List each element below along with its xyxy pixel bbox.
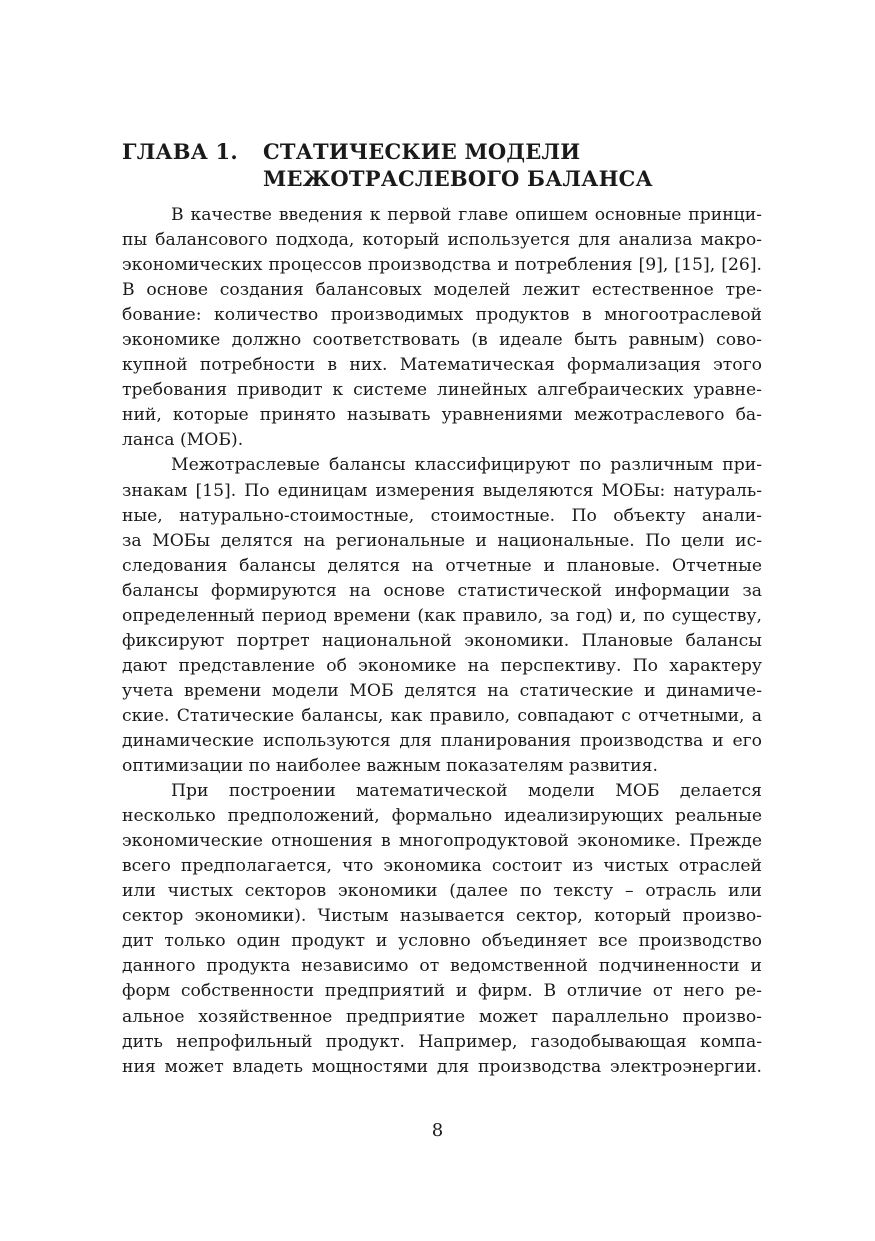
text-line: учета времени модели МОБ делятся на статические и динамиче- bbox=[122, 680, 762, 701]
text-line: оптимизации по наиболее важным показателям развития. bbox=[122, 756, 658, 777]
text-line: ний, которые принято называть уравнениями межотраслевого ба- bbox=[122, 405, 762, 426]
text-line: за МОБы делятся на региональные и национальные. По цели ис- bbox=[122, 530, 762, 551]
text-line: ские. Статические балансы, как правило, совпадают с отчетными, а bbox=[122, 705, 762, 726]
text-line: альное хозяйственное предприятие может параллельно произво- bbox=[122, 1006, 762, 1027]
text-line: При построении математической модели МОБ делается bbox=[171, 781, 762, 802]
paragraph-2 bbox=[122, 453, 762, 779]
text-line: форм собственности предприятий и фирм. В отличие от него ре- bbox=[122, 981, 762, 1002]
text-line: или чистых секторов экономики (далее по тексту – отрасль или bbox=[122, 881, 762, 902]
text-line: ланса (МОБ). bbox=[122, 430, 244, 451]
text-line: фиксируют портрет национальной экономики. Плановые балансы bbox=[122, 630, 762, 651]
text-line: пы балансового подхода, который используется для анализа макро- bbox=[122, 230, 762, 251]
chapter-title-line: МЕЖОТРАСЛЕВОГО БАЛАНСА bbox=[263, 166, 653, 191]
chapter-title bbox=[263, 138, 762, 192]
paragraph-1 bbox=[122, 203, 762, 453]
text-line: несколько предположений, формально идеализирующих реальные bbox=[122, 806, 762, 827]
text-line: дить непрофильный продукт. Например, газодобывающая компа- bbox=[122, 1031, 762, 1052]
body-text bbox=[122, 203, 762, 1080]
text-line: знакам [15]. По единицам измерения выделяются МОБы: натураль- bbox=[122, 480, 762, 501]
text-line: ния может владеть мощностями для производства электроэнергии. bbox=[122, 1056, 762, 1077]
text-line: экономические отношения в многопродуктовой экономике. Прежде bbox=[122, 831, 762, 852]
text-line: дит только один продукт и условно объединяет все производство bbox=[122, 931, 762, 952]
text-line: Межотраслевые балансы классифицируют по различным при- bbox=[171, 455, 762, 476]
text-line: следования балансы делятся на отчетные и плановые. Отчетные bbox=[122, 555, 762, 576]
paragraph-3 bbox=[122, 779, 762, 1080]
text-line: сектор экономики). Чистым называется сектор, который произво- bbox=[122, 906, 762, 927]
text-line: экономических процессов производства и потребления [9], [15], [26]. bbox=[122, 255, 762, 276]
text-line: бование: количество производимых продуктов в многоотраслевой bbox=[122, 305, 762, 326]
text-line: В качестве введения к первой главе опишем основные принци- bbox=[171, 205, 762, 225]
text-line: динамические используются для планирования производства и его bbox=[122, 730, 762, 751]
text-line: данного продукта независимо от ведомственной подчиненности и bbox=[122, 956, 762, 977]
text-line: В основе создания балансовых моделей лежит естественное тре- bbox=[122, 280, 762, 301]
chapter-title-line: СТАТИЧЕСКИЕ МОДЕЛИ bbox=[263, 139, 581, 164]
text-line: ные, натурально-стоимостные, стоимостные. По объекту анали- bbox=[122, 505, 762, 526]
text-line: дают представление об экономике на перспективу. По характеру bbox=[122, 655, 762, 676]
text-line: балансы формируются на основе статистической информации за bbox=[122, 580, 762, 601]
text-line: требования приводит к системе линейных алгебраических уравне- bbox=[122, 380, 762, 401]
text-line: определенный период времени (как правило, за год) и, по существу, bbox=[122, 605, 762, 626]
text-line: всего предполагается, что экономика состоит из чистых отраслей bbox=[122, 856, 762, 877]
text-line: купной потребности в них. Математическая формализация этого bbox=[122, 355, 762, 376]
chapter-heading bbox=[122, 138, 762, 192]
text-line: экономике должно соответствовать (в идеале быть равным) сово- bbox=[122, 330, 762, 351]
chapter-label: ГЛАВА 1. bbox=[122, 139, 238, 164]
page-number: 8 bbox=[431, 1120, 444, 1141]
